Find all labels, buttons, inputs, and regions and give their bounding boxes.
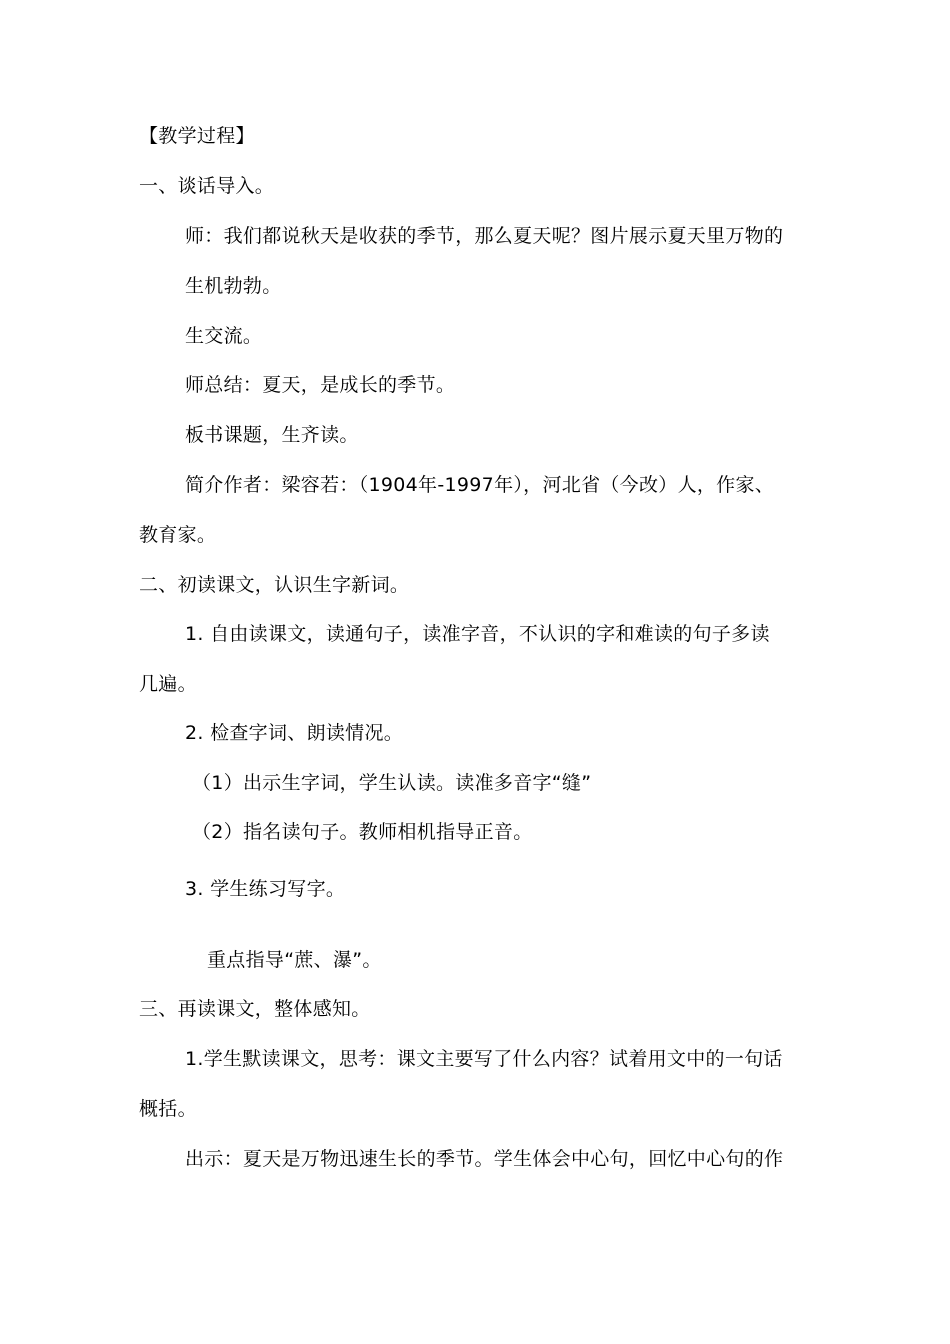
part1-author-intro-1: 简介作者：梁容若：（1904年-1997年），河北省（今改）人，作家、 — [185, 474, 775, 496]
part2-sub1: （1）出示生字词，学生认读。读准多音字“缝” — [192, 772, 592, 794]
part2-step1-line-1: 1. 自由读课文，读通句子，读准字音，不认识的字和难读的句子多读 — [185, 623, 770, 645]
part1-author-intro-2: 教育家。 — [139, 524, 217, 546]
part3-step1-line-2: 概括。 — [139, 1098, 197, 1120]
part2-step2: 2. 检查字词、朗读情况。 — [185, 722, 404, 744]
part2-step3: 3. 学生练习写字。 — [185, 878, 346, 900]
part1-board-title: 板书课题，生齐读。 — [185, 424, 359, 446]
part3-step1-line-1: 1.学生默读课文，思考：课文主要写了什么内容？试着用文中的一句话 — [185, 1048, 783, 1070]
part2-step1-line-2: 几遍。 — [139, 673, 197, 695]
part2-sub2: （2）指名读句子。教师相机指导正音。 — [192, 821, 533, 843]
part1-teacher-summary: 师总结：夏天，是成长的季节。 — [185, 374, 456, 396]
part3-show-line: 出示：夏天是万物迅速生长的季节。学生体会中心句，回忆中心句的作 — [185, 1148, 784, 1170]
part1-student-exchange: 生交流。 — [185, 325, 263, 347]
part2-heading: 二、初读课文，认识生字新词。 — [139, 574, 410, 596]
part2-guide: 重点指导“蔗、瀑”。 — [207, 949, 382, 971]
part1-teacher-line-2: 生机勃勃。 — [185, 275, 282, 297]
part1-heading: 一、谈话导入。 — [139, 175, 275, 197]
section-title: 【教学过程】 — [139, 125, 255, 147]
part3-heading: 三、再读课文，整体感知。 — [139, 998, 371, 1020]
part1-teacher-line-1: 师：我们都说秋天是收获的季节，那么夏天呢？图片展示夏天里万物的 — [185, 225, 784, 247]
